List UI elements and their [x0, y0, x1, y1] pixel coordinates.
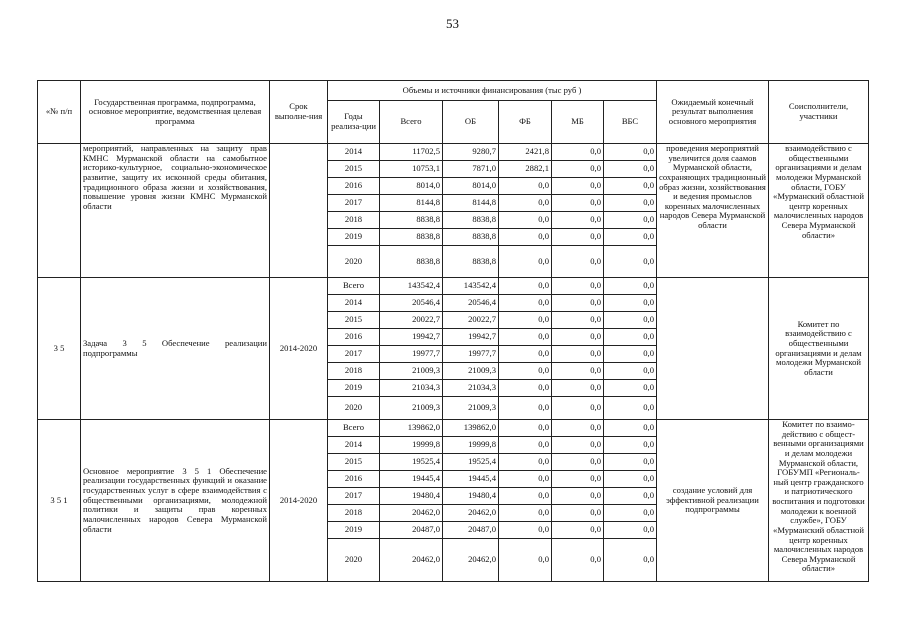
year-cell: 2017 — [328, 195, 380, 212]
vbs-cell: 0,0 — [604, 178, 657, 195]
header-total: Всего — [380, 101, 443, 144]
mb-cell: 0,0 — [552, 278, 604, 295]
total-cell: 20462,0 — [380, 539, 443, 582]
vbs-cell: 0,0 — [604, 278, 657, 295]
total-cell: 21009,3 — [380, 363, 443, 380]
mb-cell: 0,0 — [552, 454, 604, 471]
header-coexec: Соисполнители, участники — [769, 81, 869, 144]
year-cell: 2014 — [328, 144, 380, 161]
mb-cell: 0,0 — [552, 522, 604, 539]
table-row — [38, 144, 869, 161]
co-executors: Комитет по взаимодействию с общественными организациями и делам молодежи Мурманской области — [769, 278, 869, 420]
fb-cell: 0,0 — [499, 437, 552, 454]
total-cell: 8014,0 — [380, 178, 443, 195]
fb-cell: 0,0 — [499, 471, 552, 488]
ob-cell: 8838,8 — [443, 229, 499, 246]
ob-cell: 143542,4 — [443, 278, 499, 295]
total-cell: 19977,7 — [380, 346, 443, 363]
total-cell: 139862,0 — [380, 420, 443, 437]
mb-cell: 0,0 — [552, 229, 604, 246]
fb-cell: 0,0 — [499, 363, 552, 380]
total-cell: 8838,8 — [380, 229, 443, 246]
fb-cell: 2421,8 — [499, 144, 552, 161]
vbs-cell: 0,0 — [604, 380, 657, 397]
row-num: 3 5 — [38, 278, 81, 420]
fb-cell: 0,0 — [499, 246, 552, 278]
mb-cell: 0,0 — [552, 363, 604, 380]
ob-cell: 19942,7 — [443, 329, 499, 346]
vbs-cell: 0,0 — [604, 505, 657, 522]
ob-cell: 20546,4 — [443, 295, 499, 312]
fb-cell: 0,0 — [499, 539, 552, 582]
vbs-cell: 0,0 — [604, 229, 657, 246]
year-cell: 2016 — [328, 178, 380, 195]
mb-cell: 0,0 — [552, 295, 604, 312]
ob-cell: 21009,3 — [443, 397, 499, 420]
total-cell: 19445,4 — [380, 471, 443, 488]
vbs-cell: 0,0 — [604, 161, 657, 178]
year-cell: 2018 — [328, 363, 380, 380]
ob-cell: 139862,0 — [443, 420, 499, 437]
year-cell: 2017 — [328, 488, 380, 505]
total-cell: 11702,5 — [380, 144, 443, 161]
total-cell: 8838,8 — [380, 212, 443, 229]
year-cell: 2018 — [328, 212, 380, 229]
header-mb: МБ — [552, 101, 604, 144]
expected-result — [657, 278, 769, 420]
table-body — [38, 144, 869, 582]
header-fb: ФБ — [499, 101, 552, 144]
mb-cell: 0,0 — [552, 505, 604, 522]
mb-cell: 0,0 — [552, 195, 604, 212]
total-cell: 20022,7 — [380, 312, 443, 329]
vbs-cell: 0,0 — [604, 397, 657, 420]
ob-cell: 21009,3 — [443, 363, 499, 380]
total-cell: 21009,3 — [380, 397, 443, 420]
ob-cell: 19525,4 — [443, 454, 499, 471]
total-cell: 20546,4 — [380, 295, 443, 312]
total-cell: 8838,8 — [380, 246, 443, 278]
fb-cell: 0,0 — [499, 522, 552, 539]
ob-cell: 19480,4 — [443, 488, 499, 505]
mb-cell: 0,0 — [552, 346, 604, 363]
year-cell: 2018 — [328, 505, 380, 522]
mb-cell: 0,0 — [552, 144, 604, 161]
mb-cell: 0,0 — [552, 397, 604, 420]
mb-cell: 0,0 — [552, 178, 604, 195]
ob-cell: 8014,0 — [443, 178, 499, 195]
mb-cell: 0,0 — [552, 471, 604, 488]
fb-cell: 0,0 — [499, 505, 552, 522]
program-name: Основное мероприятие 3 5 1 Обеспечение реализации государственных функций и оказание государственных услуг в сфере взаимодействия с общественными организациями, молодежной политики и защиты прав коренных малочисленных народов Севера Мурманской области — [81, 420, 270, 582]
vbs-cell: 0,0 — [604, 329, 657, 346]
year-cell: 2019 — [328, 229, 380, 246]
fb-cell: 0,0 — [499, 346, 552, 363]
total-cell: 19942,7 — [380, 329, 443, 346]
term: 2014-2020 — [270, 278, 328, 420]
year-cell: 2019 — [328, 522, 380, 539]
mb-cell: 0,0 — [552, 539, 604, 582]
mb-cell: 0,0 — [552, 420, 604, 437]
header-years: Годы реализа-ции — [328, 101, 380, 144]
program-name: мероприятий, направленных на защиту прав КМНС Мурманской области на самобытное историко-культурное, социально-экономическое развитие, защиту их исконной среды обитания, традиционного образа жизни и хозяйствования, повышение уровня жизни КМНС Мурманской области — [81, 144, 270, 278]
fb-cell: 0,0 — [499, 420, 552, 437]
fb-cell: 0,0 — [499, 454, 552, 471]
year-cell: 2016 — [328, 471, 380, 488]
row-num: 3 5 1 — [38, 420, 81, 582]
program-name: Задача 3 5 Обеспечение реализации подпрограммы — [81, 278, 270, 420]
year-cell: 2020 — [328, 397, 380, 420]
fb-cell: 0,0 — [499, 295, 552, 312]
year-cell: 2020 — [328, 539, 380, 582]
total-cell: 20487,0 — [380, 522, 443, 539]
funding-table — [37, 80, 869, 582]
ob-cell: 19445,4 — [443, 471, 499, 488]
expected-result: создание условий для эффективной реализации подпрограммы — [657, 420, 769, 582]
ob-cell: 8838,8 — [443, 246, 499, 278]
header-ob: ОБ — [443, 101, 499, 144]
mb-cell: 0,0 — [552, 246, 604, 278]
ob-cell: 21034,3 — [443, 380, 499, 397]
ob-cell: 20487,0 — [443, 522, 499, 539]
vbs-cell: 0,0 — [604, 312, 657, 329]
year-cell: 2014 — [328, 295, 380, 312]
header-num: «№ п/п — [38, 81, 81, 144]
year-cell: 2016 — [328, 329, 380, 346]
vbs-cell: 0,0 — [604, 363, 657, 380]
header-vbs: ВБС — [604, 101, 657, 144]
mb-cell: 0,0 — [552, 488, 604, 505]
year-cell: Всего — [328, 420, 380, 437]
fb-cell: 0,0 — [499, 178, 552, 195]
year-cell: 2015 — [328, 312, 380, 329]
page-number: 53 — [446, 16, 459, 31]
total-cell: 19999,8 — [380, 437, 443, 454]
term — [270, 144, 328, 278]
vbs-cell: 0,0 — [604, 522, 657, 539]
mb-cell: 0,0 — [552, 212, 604, 229]
ob-cell: 20462,0 — [443, 505, 499, 522]
vbs-cell: 0,0 — [604, 346, 657, 363]
header-row — [38, 81, 869, 101]
fb-cell: 0,0 — [499, 380, 552, 397]
vbs-cell: 0,0 — [604, 195, 657, 212]
total-cell: 19480,4 — [380, 488, 443, 505]
mb-cell: 0,0 — [552, 161, 604, 178]
vbs-cell: 0,0 — [604, 144, 657, 161]
row-num — [38, 144, 81, 278]
term: 2014-2020 — [270, 420, 328, 582]
vbs-cell: 0,0 — [604, 488, 657, 505]
year-cell: 2019 — [328, 380, 380, 397]
vbs-cell: 0,0 — [604, 539, 657, 582]
header-result: Ожидаемый конечный результат выполнения основного мероприятия — [657, 81, 769, 144]
vbs-cell: 0,0 — [604, 437, 657, 454]
vbs-cell: 0,0 — [604, 454, 657, 471]
total-cell: 20462,0 — [380, 505, 443, 522]
vbs-cell: 0,0 — [604, 420, 657, 437]
ob-cell: 19999,8 — [443, 437, 499, 454]
fb-cell: 0,0 — [499, 397, 552, 420]
ob-cell: 20022,7 — [443, 312, 499, 329]
vbs-cell: 0,0 — [604, 212, 657, 229]
mb-cell: 0,0 — [552, 380, 604, 397]
total-cell: 8144,8 — [380, 195, 443, 212]
mb-cell: 0,0 — [552, 312, 604, 329]
total-cell: 10753,1 — [380, 161, 443, 178]
table-row — [38, 420, 869, 437]
fb-cell: 0,0 — [499, 329, 552, 346]
fb-cell: 0,0 — [499, 278, 552, 295]
co-executors: взаимодействию с общественными организациями и делам молодежи Мурманской области, ГОБУ «Мурманский областной центр коренных малочисленных народов Севера Мурманской области» — [769, 144, 869, 278]
header-funding: Объемы и источники финансирования (тыс руб ) — [328, 81, 657, 101]
year-cell: 2020 — [328, 246, 380, 278]
year-cell: 2015 — [328, 161, 380, 178]
ob-cell: 8144,8 — [443, 195, 499, 212]
fb-cell: 0,0 — [499, 229, 552, 246]
table-row — [38, 278, 869, 295]
total-cell: 19525,4 — [380, 454, 443, 471]
mb-cell: 0,0 — [552, 329, 604, 346]
ob-cell: 20462,0 — [443, 539, 499, 582]
vbs-cell: 0,0 — [604, 471, 657, 488]
header-program: Государственная программа, подпрограмма, основное мероприятие, ведомственная целевая программа — [81, 81, 270, 144]
year-cell: 2017 — [328, 346, 380, 363]
year-cell: Всего — [328, 278, 380, 295]
total-cell: 21034,3 — [380, 380, 443, 397]
ob-cell: 9280,7 — [443, 144, 499, 161]
fb-cell: 2882,1 — [499, 161, 552, 178]
year-cell: 2014 — [328, 437, 380, 454]
total-cell: 143542,4 — [380, 278, 443, 295]
vbs-cell: 0,0 — [604, 246, 657, 278]
fb-cell: 0,0 — [499, 195, 552, 212]
fb-cell: 0,0 — [499, 312, 552, 329]
ob-cell: 7871,0 — [443, 161, 499, 178]
fb-cell: 0,0 — [499, 212, 552, 229]
header-term: Срок выполне-ния — [270, 81, 328, 144]
co-executors: Комитет по взаимо-действию с общест-венными организациями и делам молодежи Мурманской области, ГОБУМП «Региональ-ный центр гражданского и патриотического воспитания и подготовки молодежи к военной службе», ГОБУ «Мурманский областной центр коренных малочисленных народов Севера Мурманской области» — [769, 420, 869, 582]
year-cell: 2015 — [328, 454, 380, 471]
expected-result: проведения мероприятий увеличится доля саамов Мурманской области, сохраняющих традиционный образ жизни, хозяйствования и ведения промыслов коренных малочисленных народов Севера Мурманской области — [657, 144, 769, 278]
ob-cell: 19977,7 — [443, 346, 499, 363]
vbs-cell: 0,0 — [604, 295, 657, 312]
mb-cell: 0,0 — [552, 437, 604, 454]
ob-cell: 8838,8 — [443, 212, 499, 229]
fb-cell: 0,0 — [499, 488, 552, 505]
